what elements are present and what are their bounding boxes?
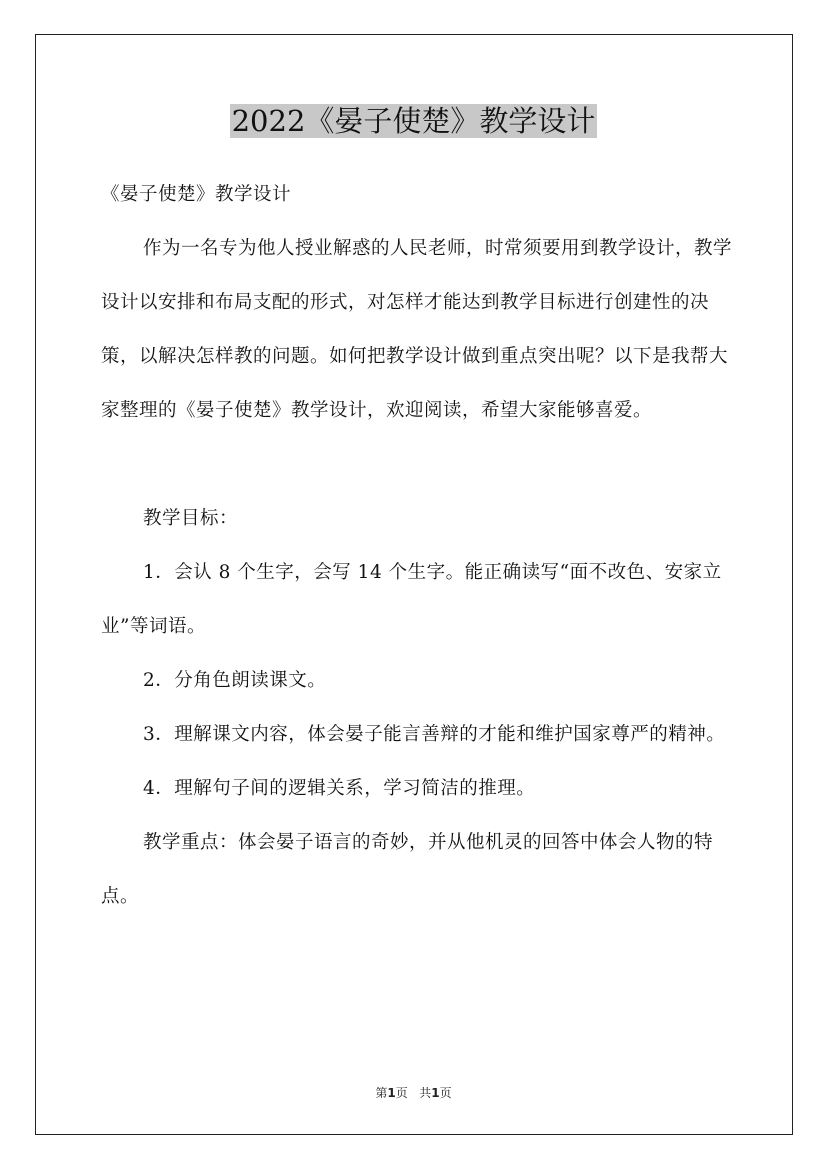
document-title (0, 100, 827, 142)
paragraph-objective-3: 3．理解课文内容，体会晏子能言善辩的才能和维护国家尊严的精神。 (143, 724, 726, 745)
paragraph-objective-1: 1．会认 8 个生字，会写 14 个生字。能正确读写“面不改色、安家立业”等词语。 (101, 562, 722, 637)
blank-line (101, 438, 733, 492)
footer-total-suffix: 页 (439, 1086, 452, 1100)
paragraph-objective-2: 2．分角色朗读课文。 (143, 670, 327, 691)
footer-page-prefix: 第 (375, 1086, 388, 1100)
document-title-text: 2022《晏子使楚》教学设计 (231, 104, 596, 138)
paragraph-subtitle: 《晏子使楚》教学设计 (101, 184, 292, 205)
page-footer (0, 1084, 827, 1101)
footer-page-suffix: 页 (395, 1086, 408, 1100)
paragraph-key-points: 教学重点：体会晏子语言的奇妙，并从他机灵的回答中体会人物的特点。 (101, 832, 714, 907)
paragraph-objectives-heading: 教学目标： (143, 508, 239, 529)
footer-page-number: 1 (387, 1086, 396, 1100)
footer-total-number: 1 (431, 1086, 440, 1100)
paragraph-objective-4: 4．理解句子间的逻辑关系，学习简洁的推理。 (143, 778, 536, 799)
document-body (101, 168, 733, 924)
footer-total-prefix: 共 (419, 1086, 432, 1100)
paragraph-intro: 作为一名专为他人授业解惑的人民老师，时常须要用到教学设计，教学设计以安排和布局支配的形式，对怎样才能达到教学目标进行创建性的决策，以解决怎样教的问题。如何把教学设计做到重点突出呢？以下是我帮大家整理的《晏子使楚》教学设计，欢迎阅读，希望大家能够喜爱。 (101, 238, 733, 421)
